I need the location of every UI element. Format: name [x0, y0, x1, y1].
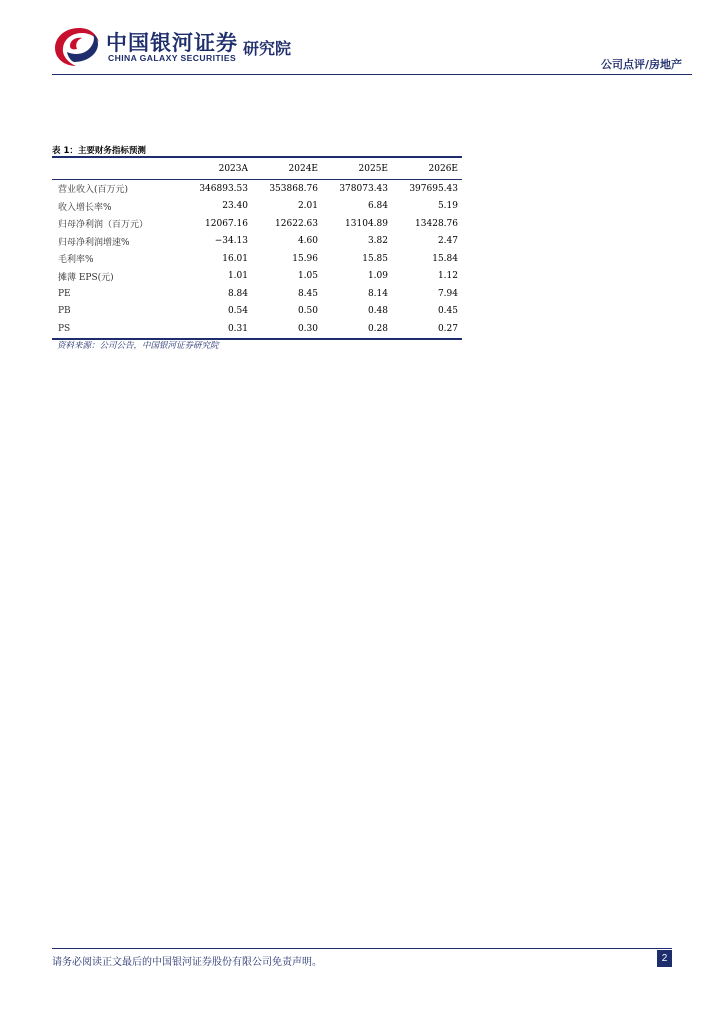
table-cell: 0.27 [437, 323, 458, 334]
table-cell: 5.19 [437, 201, 458, 212]
row-label: 归母净利润（百万元） [58, 220, 149, 231]
table-cell: 15.84 [432, 253, 458, 264]
footer-divider [52, 948, 672, 949]
table-cell: 1.05 [297, 271, 318, 282]
row-label: 摊薄 EPS(元) [58, 272, 114, 283]
column-header: 2023A [218, 163, 248, 174]
table-row [52, 303, 462, 321]
table-cell: 2.01 [297, 201, 318, 212]
table-cell: 8.84 [227, 288, 248, 299]
financial-forecast-table [52, 156, 462, 340]
table-cell: 1.09 [367, 271, 388, 282]
header-divider [52, 74, 692, 75]
table-cell: 0.50 [297, 306, 318, 317]
table-row [52, 198, 462, 216]
table-cell: 346893.53 [199, 183, 248, 194]
table-cell: 0.48 [367, 306, 388, 317]
table-cell: 4.60 [297, 236, 318, 247]
table-cell: −34.13 [214, 236, 248, 247]
table-source-note: 资料来源：公司公告，中国银河证券研究院 [57, 341, 219, 351]
column-header: 2026E [428, 163, 458, 174]
report-category: 公司点评/房地产 [600, 58, 682, 71]
table-cell: 8.45 [297, 288, 318, 299]
row-label: 收入增长率% [58, 202, 112, 213]
table-row [52, 180, 462, 198]
table-cell: 2.47 [437, 236, 458, 247]
column-header: 2025E [358, 163, 388, 174]
table-cell: 15.85 [362, 253, 388, 264]
table-cell: 378073.43 [339, 183, 388, 194]
row-label: PS [58, 323, 71, 334]
table-cell: 23.40 [222, 201, 248, 212]
table-row [52, 233, 462, 251]
table-cell: 0.45 [437, 306, 458, 317]
logo-chinese-name: 中国银河证券 [106, 31, 238, 55]
row-label: PE [58, 288, 71, 299]
table-cell: 13428.76 [415, 218, 458, 229]
table-cell: 15.96 [292, 253, 318, 264]
table-cell: 3.82 [367, 236, 388, 247]
table-cell: 0.54 [227, 306, 248, 317]
table-cell: 1.12 [437, 271, 458, 282]
table-cell: 12622.63 [275, 218, 318, 229]
table-title: 表 1：主要财务指标预测 [52, 146, 146, 156]
table-cell: 1.01 [227, 271, 248, 282]
table-cell: 0.30 [297, 323, 318, 334]
table-row [52, 320, 462, 338]
table-cell: 16.01 [222, 253, 248, 264]
logo-english-name: CHINA GALAXY SECURITIES [108, 53, 237, 63]
table-cell: 0.31 [227, 323, 248, 334]
table-row [52, 268, 462, 286]
table-cell: 0.28 [367, 323, 388, 334]
table-cell: 7.94 [437, 288, 458, 299]
logo-institute: 研究院 [243, 39, 292, 58]
table-cell: 8.14 [367, 288, 388, 299]
table-row [52, 285, 462, 303]
table-row [52, 215, 462, 233]
galaxy-logo-icon [52, 24, 102, 68]
table-row [52, 250, 462, 268]
column-header: 2024E [288, 163, 318, 174]
footer-disclaimer: 请务必阅读正文最后的中国银河证券股份有限公司免责声明。 [52, 957, 322, 968]
row-label: 归母净利润增速% [58, 237, 130, 248]
table-cell: 6.84 [367, 201, 388, 212]
table-cell: 353868.76 [269, 183, 318, 194]
row-label: 营业收入(百万元) [58, 185, 129, 196]
row-label: 毛利率% [58, 255, 94, 266]
table-cell: 397695.43 [409, 183, 458, 194]
row-label: PB [58, 306, 71, 317]
table-cell: 13104.89 [345, 218, 388, 229]
page-number: 2 [657, 950, 672, 967]
table-header-row [52, 158, 462, 180]
table-body [52, 180, 462, 338]
table-cell: 12067.16 [205, 218, 248, 229]
